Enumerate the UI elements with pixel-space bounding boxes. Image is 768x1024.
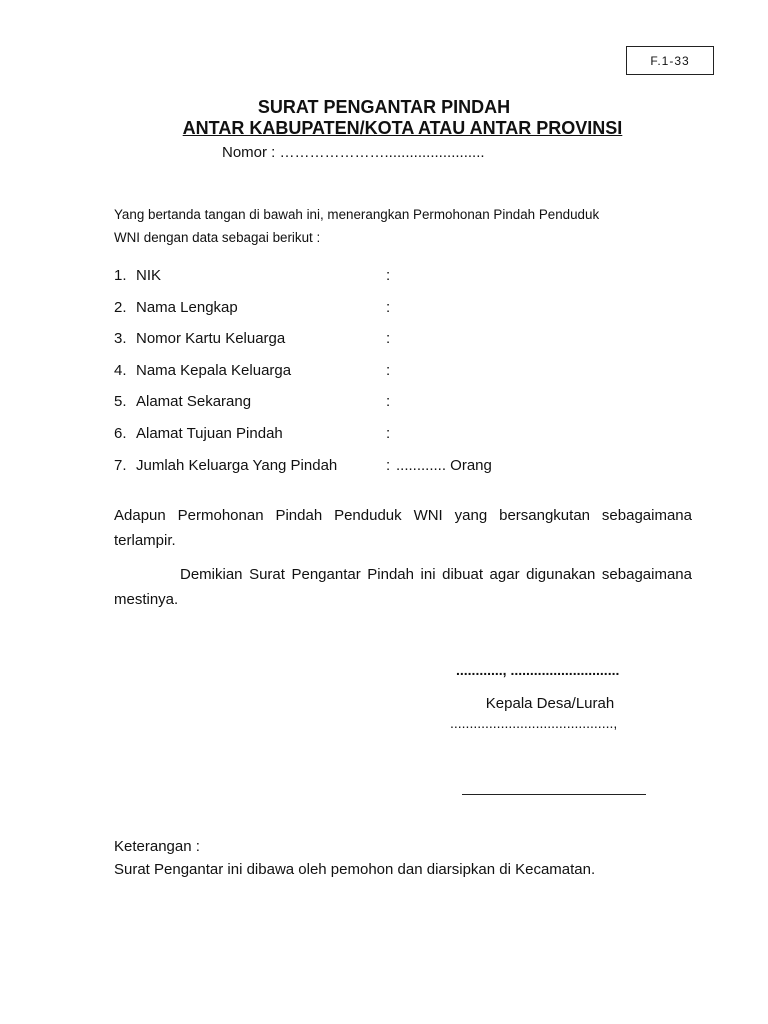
field-colon: : [386, 424, 391, 442]
intro-text [114, 203, 694, 249]
field-colon: : [386, 267, 391, 284]
field-label: Alamat Tujuan Pindah [136, 424, 283, 442]
field-label: Nomor Kartu Keluarga [136, 330, 286, 348]
document-subtitle: ANTAR KABUPATEN/KOTA ATAU ANTAR PROVINSI [182, 118, 623, 138]
note-text: Surat Pengantar ini dibawa oleh pemohon dan diarsipkan di Kecamatan. [114, 861, 596, 878]
field-value: ............ Orang [396, 456, 492, 474]
field-alamat-sekarang [114, 390, 694, 422]
field-number: 2. [114, 298, 127, 316]
field-colon: : [386, 393, 391, 411]
paragraph-attachment: Adapun Permohonan Pindah Penduduk WNI yang bersangkutan sebagaimana terlampir. [114, 507, 692, 549]
field-label: Jumlah Keluarga Yang Pindah [136, 456, 338, 474]
field-number: 3. [114, 330, 127, 348]
field-nama-lengkap [114, 296, 694, 328]
intro-line-2: WNI dengan data sebagai berikut : [114, 230, 321, 245]
field-colon: : [386, 361, 391, 379]
field-alamat-tujuan [114, 422, 694, 454]
field-nik [114, 264, 694, 296]
field-number: 4. [114, 361, 127, 379]
document-number: Nomor : …………………........................ [222, 144, 485, 161]
document-title: SURAT PENGANTAR PINDAH [257, 97, 511, 117]
signer-name: .........................................., [450, 715, 618, 731]
form-code-box [626, 46, 714, 75]
signer-title: Kepala Desa/Lurah [485, 695, 615, 712]
form-code: F.1-33 [650, 53, 690, 68]
field-label: Nama Lengkap [136, 298, 238, 316]
field-colon: : [386, 298, 391, 316]
field-label: NIK [136, 267, 162, 284]
intro-line-1: Yang bertanda tangan di bawah ini, menerangkan Permohonan Pindah Penduduk [114, 207, 600, 222]
field-kepala-keluarga [114, 359, 694, 391]
field-jumlah-keluarga [114, 454, 694, 486]
field-number: 7. [114, 456, 127, 474]
data-field-list [114, 264, 694, 485]
field-colon: : [386, 330, 391, 348]
field-number: 5. [114, 393, 127, 411]
field-colon: : [386, 456, 391, 474]
field-number: 6. [114, 424, 127, 442]
place-date: ............, ............................ [456, 662, 620, 678]
field-label: Nama Kepala Keluarga [136, 361, 292, 379]
signature-line [462, 794, 646, 795]
field-nomor-kk [114, 327, 694, 359]
note-label: Keterangan : [114, 838, 200, 855]
field-label: Alamat Sekarang [136, 393, 252, 411]
field-number: 1. [114, 267, 127, 284]
paragraph-closing: Demikian Surat Pengantar Pindah ini dibuat agar digunakan sebagaimana mestinya. [114, 566, 692, 608]
